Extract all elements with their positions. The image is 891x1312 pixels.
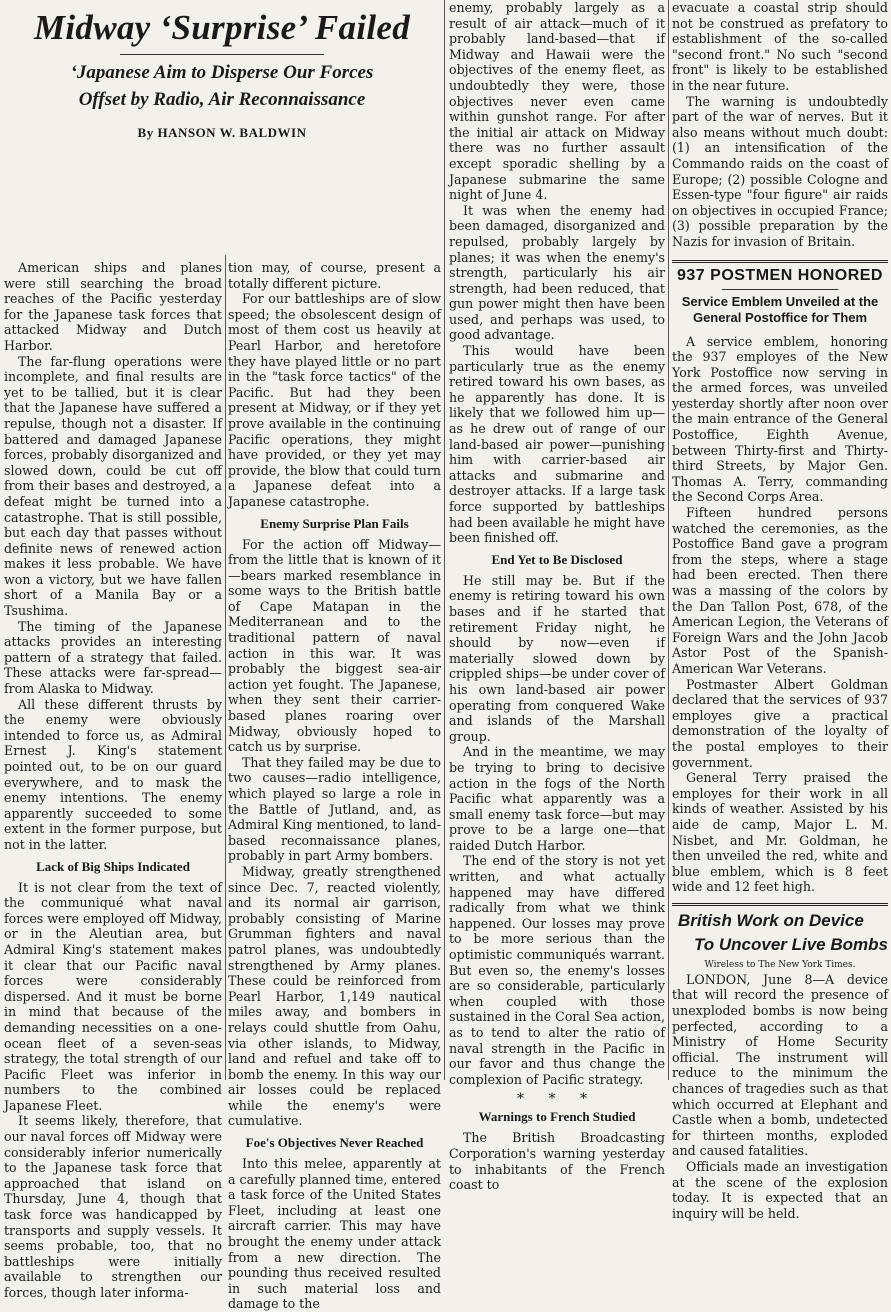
article-deck-line-1: ‘Japanese Aim to Disperse Our Forces: [70, 62, 374, 83]
article-paragraph: The warning is undoubtedly part of the war of nerves. But it also means without much doubt: (1) an intensification of the Commando raids on the coast of Europe; (2) possible Cologne and Essen-type "four figure" air raids on objectives in occupied France; (3) possible preparation by the Nazis for invasion of Britain.: [672, 93, 888, 249]
article-paragraph: And in the meantime, we may be trying to bring to decisive action in the fogs of the North Pacific what apparently was a small enemy task force—but may prove to be a large one—that raided Dutch Harbor.: [449, 744, 665, 853]
article-paragraph: It seems likely, therefore, that our naval forces off Midway were considerably inferior numerically to the Japanese task force that approached that island on Thursday, June 4, though that task force was handicapped by transports and supply vessels. It seems probable, too, that no battleships were initially available to strengthen our forces, though later informa-: [4, 1113, 222, 1300]
article-byline: By HANSON W. BALDWIN: [137, 125, 307, 140]
article-paragraph: The end of the story is not yet written, and what actually happened may have differed radically from what we think happened. Our losses may prove to be more serious than the optimistic communiqués warrant. But even so, the enemy's losses are so considerable, particularly when coupled with those sustained in the Coral Sea action, as to tend to alter the ratio of naval strength in the Pacific in our favor and thus change the complexion of Pacific strategy.: [449, 853, 665, 1087]
article-column-3: [449, 0, 665, 1193]
postmen-paragraph: Postmaster Albert Goldman declared that the services of 937 employes give a practical demonstration of the loyalty of the postal employes to their government.: [672, 676, 888, 770]
article-paragraph: He still may be. But if the enemy is retiring toward his own bases and if he started that retirement Friday night, he should by now—even if materially slowed down by crippled ships—be under cover of his own land-based air power operating from conquered Wake and islands of the Marshall group.: [449, 572, 665, 744]
british-paragraph: LONDON, June 8—A device that will record the presence of unexploded bombs is now being perfected, according to a Ministry of Home Security official. The instrument will reduce to the minimum the chances of tragedies such as that which occurred at Elephant and Castle when a bomb, undetected for thirteen months, exploded and caused fatalities.: [672, 971, 888, 1159]
article-paragraph: For our battleships are of slow speed; the obsolescent design of most of them cost us heavily at Pearl Harbor, and heretofore they have played little or no part in the "task force tactics" of the Pacific. But had they been present at Midway, or if they yet prove available in the continuing Pacific operations, they might have provided, or they yet may provide, the blow that could turn a Japanese defeat into a Japanese catastrophe.: [228, 291, 441, 509]
article-paragraph: Midway, greatly strengthened since Dec. 7, reacted violently, and its normal air garrison, probably consisting of Marine Grumman fighters and naval patrol planes, was undoubtedly strengthened by Army planes. These could be reinforced from Pearl Harbor, 1,149 nautical miles away, and bombers in relays could shuttle from Oahu, via other islands, to Midway, land and refuel and take off to bomb the enemy. In this way our air losses could be replaced while the enemy's were cumulative.: [228, 863, 441, 1129]
column-rule: [668, 0, 669, 1080]
postmen-paragraph: A service emblem, honoring the 937 employes of the New York Postoffice now serving in the armed forces, was unveiled yesterday shortly after noon over the main entrance of the General Postoffice, Eighth Avenue, between Thirty-first and Thirty-third Streets, by Major Gen. Thomas A. Terry, commanding the Second Corps Area.: [672, 333, 888, 505]
article-column-4: [672, 0, 888, 1221]
subhead-enemy-surprise: Enemy Surprise Plan Fails: [260, 515, 409, 531]
postmen-deck-line-2: General Postoffice for Them: [692, 309, 868, 325]
subhead-warnings-french: Warnings to French Studied: [478, 1109, 636, 1125]
article-paragraph: The British Broadcasting Corporation's warning yesterday to inhabitants of the French coast to: [449, 1130, 665, 1193]
article-deck-line-2: Offset by Radio, Air Reconnaissance: [78, 89, 366, 110]
article-paragraph: American ships and planes were still searching the broad reaches of the Pacific yesterday for the Japanese task forces that attacked Midway and Dutch Harbor.: [4, 260, 222, 353]
british-paragraph: Officials made an investigation at the scene of the explosion today. It is expected that an inquiry will be held.: [672, 1159, 888, 1221]
article-paragraph: evacuate a coastal strip should not be construed as prefatory to establishment of the so-called "second front." No such "second front" is likely to be established in the near future.: [672, 0, 888, 93]
column-rule: [444, 0, 445, 1080]
postmen-paragraph: General Terry praised the employes for their work in all kinds of weather. Assisted by his aide de camp, Major L. M. Nisbet, and Mr. Goldman, he then unveiled the red, white and blue emblem, which is 8 feet wide and 12 feet high.: [672, 770, 888, 895]
article-paragraph: enemy, probably largely as a result of air attack—much of it probably land-based—that if Midway and Hawaii were the objectives of the enemy fleet, as undoubtedly they were, those objectives never even came within gunshot range. For after the initial air attack on Midway there was no further assault except sporadic shelling by a Japanese submarine the same night of June 4.: [449, 0, 665, 203]
article-paragraph: It was when the enemy had been damaged, disorganized and repulsed, probably largely by planes; it was when the enemy's strength, particularly his air strength, had been reduced, that gun power might then have been used, and perhaps was used, to good advantage.: [449, 202, 665, 343]
article-paragraph: That they failed may be due to two causes—radio intelligence, which played so large a role in the Battle of Jutland, and, as Admiral King mentioned, to land-based reconnaissance planes, probably in part Army bombers.: [228, 754, 441, 864]
article-paragraph: The far-flung operations were incomplete, and final results are yet to be tallied, but it is clear that the Japanese have suffered a repulse, though not a disaster. If battered and damaged Japanese forces, probably disorganized and slowed down, could be cut off from their bases and destroyed, a defeat might be turned into a catastrophe. That is still possible, but each day that passes without definite news of renewed action makes it less probable. We have won a victory, but we have fallen short of a Manila Bay or a Tsushima.: [4, 353, 222, 619]
article-paragraph: Into this melee, apparently at a carefully planned time, entered a task force of the United States Fleet, including at least one aircraft carrier. This may have brought the enemy under attack from a new direction. The pounding thus received resulted in such material loss and damage to the: [228, 1156, 441, 1312]
article-column-2: [228, 260, 441, 1312]
section-stars: * * *: [517, 1091, 597, 1108]
subhead-foes-objectives: Foe's Objectives Never Reached: [245, 1135, 424, 1151]
british-wire-credit: Wireless to The New York Times.: [704, 959, 856, 970]
subhead-end-yet: End Yet to Be Disclosed: [491, 551, 623, 567]
article-headline: Midway ‘Surprise’ Failed: [33, 8, 410, 47]
postmen-headline: 937 POSTMEN HONORED: [677, 266, 883, 284]
postmen-deck-line-1: Service Emblem Unveiled at the: [681, 293, 879, 309]
article-header: [0, 0, 444, 258]
article-paragraph: This would have been particularly true as the enemy retired toward his own bases, as he apparently has done. It is likely that we followed him up—as he drew out of range of our land-based air power—punishing him with carrier-based air attacks and submarine and destroyer attacks. If a large task force supported by battleships had been available he might have been finished off.: [449, 343, 665, 546]
article-paragraph: All these different thrusts by the enemy were obviously intended to force us, as Admiral Ernest J. King's statement pointed out, to be on our guard everywhere, and to mask the enemy intentions. The enemy apparently succeeded to some extent in the former purpose, but not in the latter.: [4, 696, 222, 852]
column-rule: [225, 255, 226, 1080]
article-column-1: [4, 260, 222, 1300]
subhead-lack-of-big-ships: Lack of Big Ships Indicated: [36, 858, 190, 874]
british-headline-line-1: British Work on Device: [678, 910, 864, 930]
article-paragraph: tion may, of course, present a totally different picture.: [228, 260, 441, 291]
british-headline-line-2: To Uncover Live Bombs: [694, 934, 888, 954]
article-paragraph: It is not clear from the text of the communiqué what naval forces were employed off Midway, or in the Aleutian area, but Admiral King's statement makes it clear that our Pacific naval forces were considerably dispersed. And it must be borne in mind that because of the demanding necessities on a one-ocean fleet of a seven-seas strategy, the total strength of our Pacific Fleet was inferior in numbers to the combined Japanese Fleet.: [4, 879, 222, 1113]
article-paragraph: For the action off Midway—from the little that is known of it—bears marked resemblance in some ways to the British battle of Cape Matapan in the Mediterranean and to the traditional pattern of naval action in this war. It was probably the biggest sea-air action yet fought. The Japanese, when they sent their carrier-based planes roaring over Midway, obviously hoped to catch us by surprise.: [228, 536, 441, 755]
article-paragraph: The timing of the Japanese attacks provides an interesting pattern of a strategy that failed. These attacks were far-spread—from Alaska to Midway.: [4, 618, 222, 697]
postmen-paragraph: Fifteen hundred persons watched the ceremonies, as the Postoffice Band gave a program from the steps, where a stage had been erected. Then there was a massing of the colors by the Dan Tallon Post, 678, of the American Legion, the Veterans of Foreign Wars and the John Jacob Astor Post of the Spanish-American War Veterans.: [672, 505, 888, 676]
